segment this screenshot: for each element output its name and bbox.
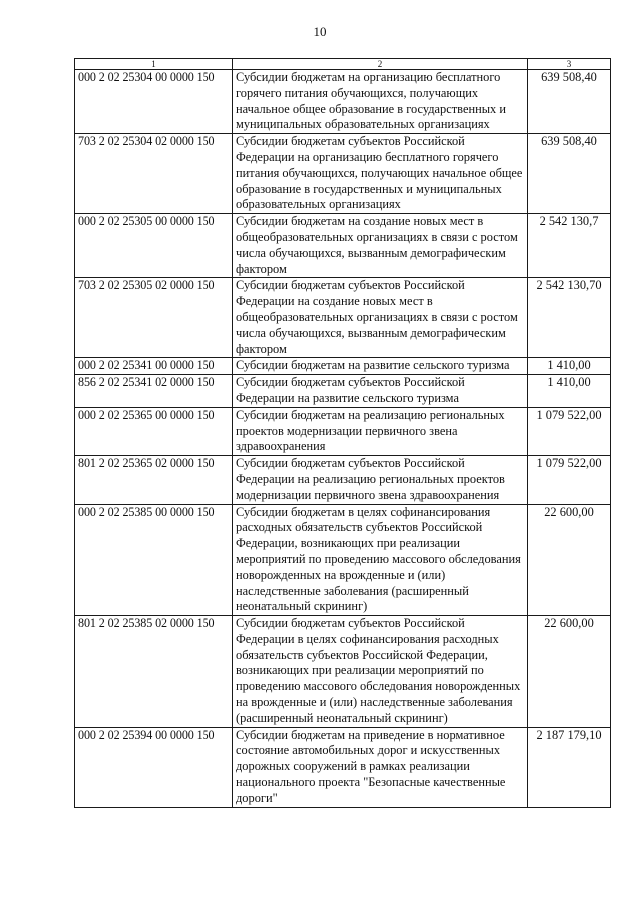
table-row bbox=[75, 375, 611, 408]
description-cell: Субсидии бюджетам субъектов Российской Федерации на реализацию региональных проектов модернизации первичного звена здравоохранения bbox=[233, 456, 528, 504]
table-row bbox=[75, 278, 611, 358]
amount-cell: 1 079 522,00 bbox=[528, 407, 611, 455]
amount-cell: 639 508,40 bbox=[528, 70, 611, 134]
description-cell: Субсидии бюджетам субъектов Российской Федерации на организацию бесплатного горячего питания обучающихся, получающих начальное общее образование в государственных и муниципальных образовательных организациях bbox=[233, 134, 528, 214]
amount-cell: 2 542 130,7 bbox=[528, 214, 611, 278]
amount-cell: 2 542 130,70 bbox=[528, 278, 611, 358]
budget-code-cell: 000 2 02 25305 00 0000 150 bbox=[75, 214, 233, 278]
description-cell: Субсидии бюджетам субъектов Российской Федерации в целях софинансирования расходных обязательств субъектов Российской Федерации, возникающих при реализации мероприятий по проведению массового обследования новорожденных на врожденные и (или) наследственные заболевания (расширенный неонатальный скрининг) bbox=[233, 616, 528, 728]
description-cell: Субсидии бюджетам субъектов Российской Федерации на создание новых мест в общеобразовательных организациях в связи с ростом числа обучающихся, вызванным демографическим фактором bbox=[233, 278, 528, 358]
amount-cell: 2 187 179,10 bbox=[528, 727, 611, 807]
budget-code-cell: 000 2 02 25365 00 0000 150 bbox=[75, 407, 233, 455]
budget-code-cell: 000 2 02 25385 00 0000 150 bbox=[75, 504, 233, 616]
description-cell: Субсидии бюджетам на организацию бесплатного горячего питания обучающихся, получающих начальное общее образование в государственных и муниципальных образовательных организациях bbox=[233, 70, 528, 134]
table-row bbox=[75, 134, 611, 214]
description-cell: Субсидии бюджетам на развитие сельского туризма bbox=[233, 358, 528, 375]
description-cell: Субсидии бюджетам в целях софинансирования расходных обязательств субъектов Российской Федерации, возникающих при реализации мероприятий по проведению массового обследования новорожденных на врожденные и (или) наследственные заболевания (расширенный неонатальный скрининг) bbox=[233, 504, 528, 616]
description-cell: Субсидии бюджетам на создание новых мест в общеобразовательных организациях в связи с ростом числа обучающихся, вызванным демографическим фактором bbox=[233, 214, 528, 278]
budget-code-cell: 703 2 02 25305 02 0000 150 bbox=[75, 278, 233, 358]
table-header-row bbox=[75, 59, 611, 70]
page-number: 10 bbox=[313, 24, 327, 39]
description-cell: Субсидии бюджетам на реализацию региональных проектов модернизации первичного звена здравоохранения bbox=[233, 407, 528, 455]
budget-income-table bbox=[74, 58, 611, 808]
table-row bbox=[75, 616, 611, 728]
description-cell: Субсидии бюджетам на приведение в нормативное состояние автомобильных дорог и искусственных дорожных сооружений в рамках реализации национального проекта "Безопасные качественные дороги" bbox=[233, 727, 528, 807]
table-row bbox=[75, 727, 611, 807]
budget-code-cell: 856 2 02 25341 02 0000 150 bbox=[75, 375, 233, 408]
table-row bbox=[75, 407, 611, 455]
budget-code-cell: 801 2 02 25365 02 0000 150 bbox=[75, 456, 233, 504]
budget-code-cell: 000 2 02 25394 00 0000 150 bbox=[75, 727, 233, 807]
table-row bbox=[75, 358, 611, 375]
column-header-amount: 3 bbox=[528, 59, 611, 70]
table-row bbox=[75, 456, 611, 504]
amount-cell: 22 600,00 bbox=[528, 616, 611, 728]
table-row bbox=[75, 504, 611, 616]
description-cell: Субсидии бюджетам субъектов Российской Федерации на развитие сельского туризма bbox=[233, 375, 528, 408]
amount-cell: 1 079 522,00 bbox=[528, 456, 611, 504]
amount-cell: 1 410,00 bbox=[528, 375, 611, 408]
table-row bbox=[75, 70, 611, 134]
amount-cell: 22 600,00 bbox=[528, 504, 611, 616]
budget-code-cell: 703 2 02 25304 02 0000 150 bbox=[75, 134, 233, 214]
amount-cell: 639 508,40 bbox=[528, 134, 611, 214]
amount-cell: 1 410,00 bbox=[528, 358, 611, 375]
budget-code-cell: 000 2 02 25304 00 0000 150 bbox=[75, 70, 233, 134]
table-row bbox=[75, 214, 611, 278]
budget-code-cell: 000 2 02 25341 00 0000 150 bbox=[75, 358, 233, 375]
budget-code-cell: 801 2 02 25385 02 0000 150 bbox=[75, 616, 233, 728]
column-header-code: 1 bbox=[75, 59, 233, 70]
column-header-name: 2 bbox=[233, 59, 528, 70]
